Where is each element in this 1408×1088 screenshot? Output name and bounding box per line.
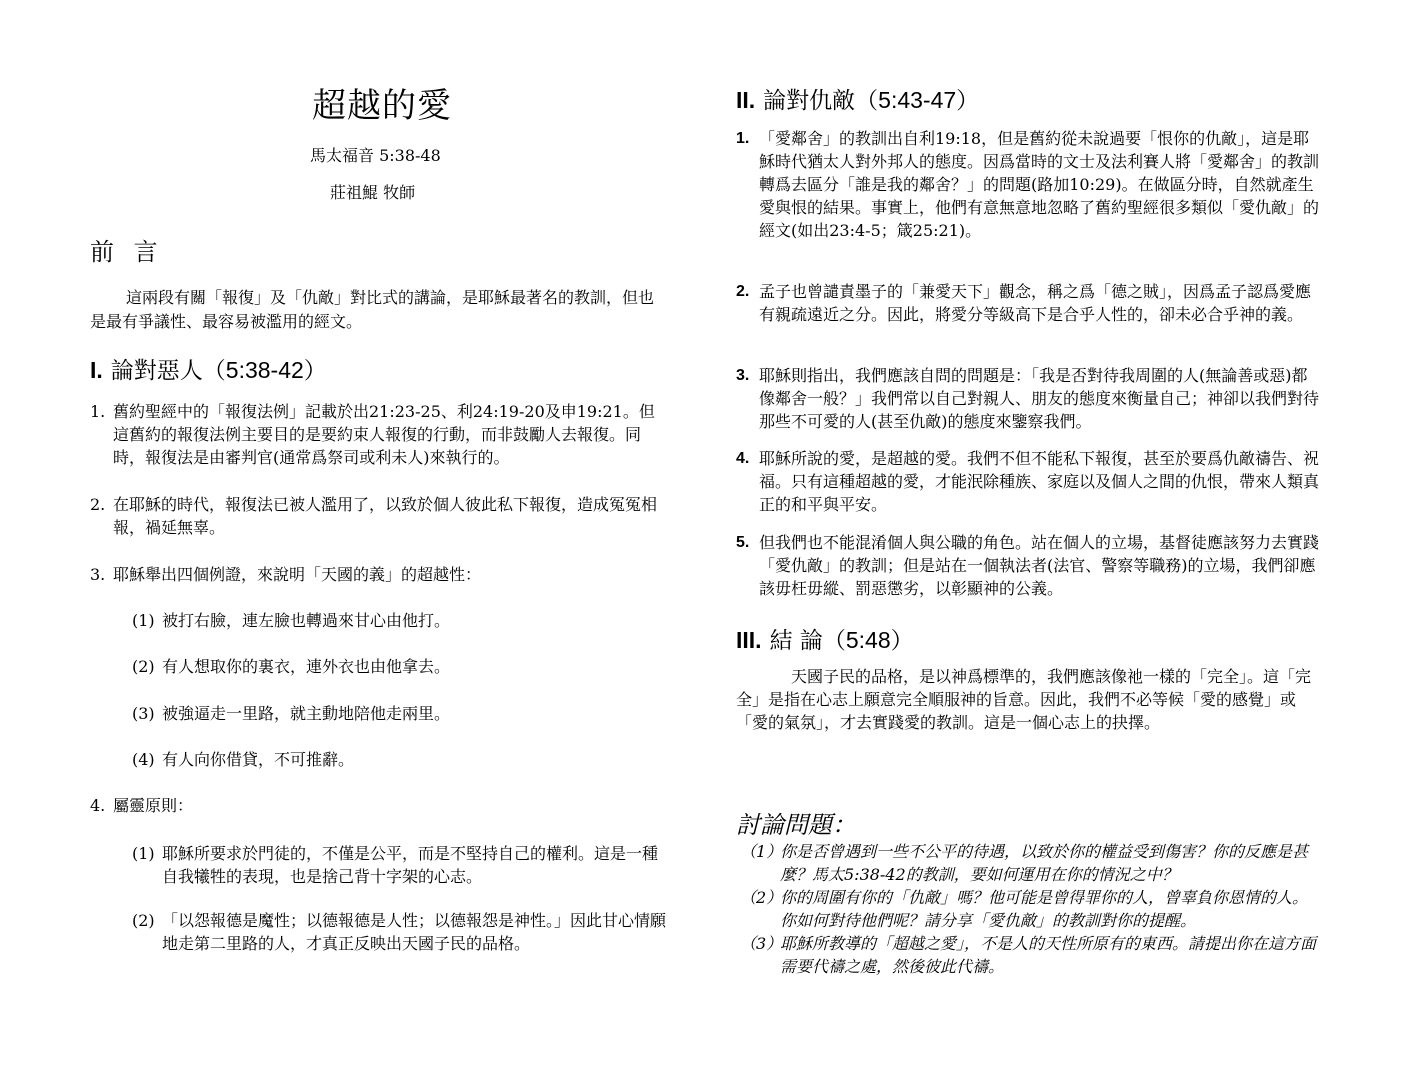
example-number: (4) [132,750,155,769]
list-item [90,794,670,817]
item-number: 3. [736,367,750,384]
principle-text: 耶穌所要求於門徒的，不僅是公平，而是不堅持自己的權利。這是一種自我犧牲的表現，也是捨己背十字架的心志。 [162,844,659,886]
section-1-heading [90,352,327,385]
item-number: 3. [90,565,106,584]
principle-item [132,909,667,955]
list-item [736,531,1321,600]
scripture-reference: 馬太福音 5:38-48 [310,146,441,165]
item-number: 4. [90,796,106,815]
item-number: 1. [736,130,750,147]
discussion-heading: 討論問題： [736,811,856,839]
item-number: 1. [90,402,106,421]
example-number: (3) [132,704,155,723]
question-number: （2） [740,888,783,907]
principle-text: 「以怨報德是魔性；以德報德是人性；以德報怨是神性。」因此甘心情願地走第二里路的人，才真正反映出天國子民的品格。 [162,911,667,953]
example-number: (2) [132,657,155,676]
item-text: 孟子也曾譴責墨子的「兼愛天下」觀念，稱之爲「德之賊」，因爲孟子認爲愛應有親疏遠近之分。因此，將愛分等級高下是合乎人性的，卻未必合乎神的義。 [759,282,1312,324]
question-number: （1） [740,842,783,861]
section-ref: （5:38-42） [202,357,327,383]
section-title: 結 論 [769,628,823,654]
section-number: II. [736,87,756,113]
example-text: 有人向你借貸，不可推辭。 [162,750,355,769]
list-item [736,280,1321,326]
principle-number: (1) [132,844,155,863]
list-item [90,400,670,469]
intro-heading: 前 言 [90,238,164,266]
item-text: 屬靈原則： [113,796,194,815]
list-item [90,563,670,586]
list-item [736,127,1321,242]
question-text: 耶穌所教導的「超越之愛」，不是人的天性所原有的東西。請提出你在這方面需要代禱之處，然後彼此代禱。 [780,934,1317,976]
section-title: 論對惡人 [110,358,203,384]
section-ref: （5:48） [822,627,914,653]
example-item [132,702,652,725]
section-ref: （5:43-47） [855,87,980,113]
example-item [132,655,652,678]
example-text: 有人想取你的裏衣，連外衣也由他拿去。 [162,657,451,676]
discussion-question [740,840,1320,886]
question-text: 你是否曾遇到一些不公平的待遇，以致於你的權益受到傷害？你的反應是甚麼？馬太5:38-42的教訓，要如何運用在你的情況之中？ [780,842,1309,884]
item-number: 2. [736,283,750,300]
item-text: 耶穌所說的愛，是超越的愛。我們不但不能私下報復，甚至於要爲仇敵禱告、祝福。只有這種超越的愛，才能泯除種族、家庭以及個人之間的仇恨，帶來人類真正的和平與平安。 [759,449,1320,514]
intro-paragraph: 這兩段有關「報復」及「仇敵」對比式的講論，是耶穌最著名的教訓，但也是最有爭議性、最容易被濫用的經文。 [90,288,655,331]
item-number: 5. [736,534,750,551]
conclusion-paragraph: 天國子民的品格，是以神爲標準的，我們應該像祂一樣的「完全」。這「完全」是指在心志上願意完全順服神的旨意。因此，我們不必等候「愛的感覺」或「愛的氣氛」，才去實踐愛的教訓。這是一個心志上的抉擇。 [736,667,1312,732]
principle-number: (2) [132,911,155,930]
item-text: 舊約聖經中的「報復法例」記載於出21:23-25、利24:19-20及申19:21。但這舊約的報復法例主要目的是要約束人報復的行動，而非鼓勵人去報復。同時，報復法是由審判官(通常爲祭司或利未人)來執行的。 [113,402,655,467]
example-text: 被強逼走一里路，就主動地陪他走兩里。 [162,704,451,723]
discussion-question [740,932,1320,978]
item-number: 2. [90,495,106,514]
section-title: 論對仇敵 [763,88,856,114]
question-number: （3） [740,934,783,953]
example-number: (1) [132,611,155,630]
list-item [736,447,1321,516]
section-number: III. [736,627,762,653]
principle-item [132,842,667,888]
example-text: 被打右臉，連左臉也轉過來甘心由他打。 [162,611,451,630]
author-line: 莊祖鯤 牧師 [330,183,416,202]
section-3-heading [736,622,914,655]
example-item [132,609,652,632]
question-text: 你的周圍有你的「仇敵」嗎？他可能是曾得罪你的人，曾辜負你恩情的人。你如何對待他們呢？請分享「愛仇敵」的教訓對你的提醒。 [780,888,1309,930]
item-text: 耶穌則指出，我們應該自問的問題是：「我是否對待我周圍的人(無論善或惡)都像鄰舍一般？」我們常以自己對親人、朋友的態度來衡量自己；神卻以我們對待那些不可愛的人(甚至仇敵)的態度來鑒察我們。 [759,366,1320,431]
item-text: 但我們也不能混淆個人與公職的角色。站在個人的立場，基督徒應該努力去實踐「愛仇敵」的教訓；但是站在一個執法者(法官、警察等職務)的立場，我們卻應該毋枉毋縱、罰惡懲劣，以彰顯神的公義。 [759,533,1320,598]
item-text: 耶穌舉出四個例證，來說明「天國的義」的超越性： [113,565,482,584]
item-text: 在耶穌的時代，報復法已被人濫用了，以致於個人彼此私下報復，造成冤冤相報，禍延無辜。 [113,495,658,537]
page-title: 超越的愛 [312,86,452,126]
discussion-question [740,886,1320,932]
list-item [90,493,670,539]
item-text: 「愛鄰舍」的教訓出自利19:18，但是舊約從未說過要「恨你的仇敵」，這是耶穌時代猶太人對外邦人的態度。因爲當時的文士及法利賽人將「愛鄰舍」的教訓轉爲去區分「誰是我的鄰舍？」的問題(路加10:29)。在做區分時，自然就產生愛與恨的結果。事實上，他們有意無意地忽略了舊約聖經很多類似「愛仇敵」的經文(如出23:4-5；箴25:21)。 [759,129,1320,240]
item-number: 4. [736,450,750,467]
section-2-heading [736,82,979,115]
list-item [736,364,1321,433]
example-item [132,748,652,771]
section-number: I. [90,357,103,383]
